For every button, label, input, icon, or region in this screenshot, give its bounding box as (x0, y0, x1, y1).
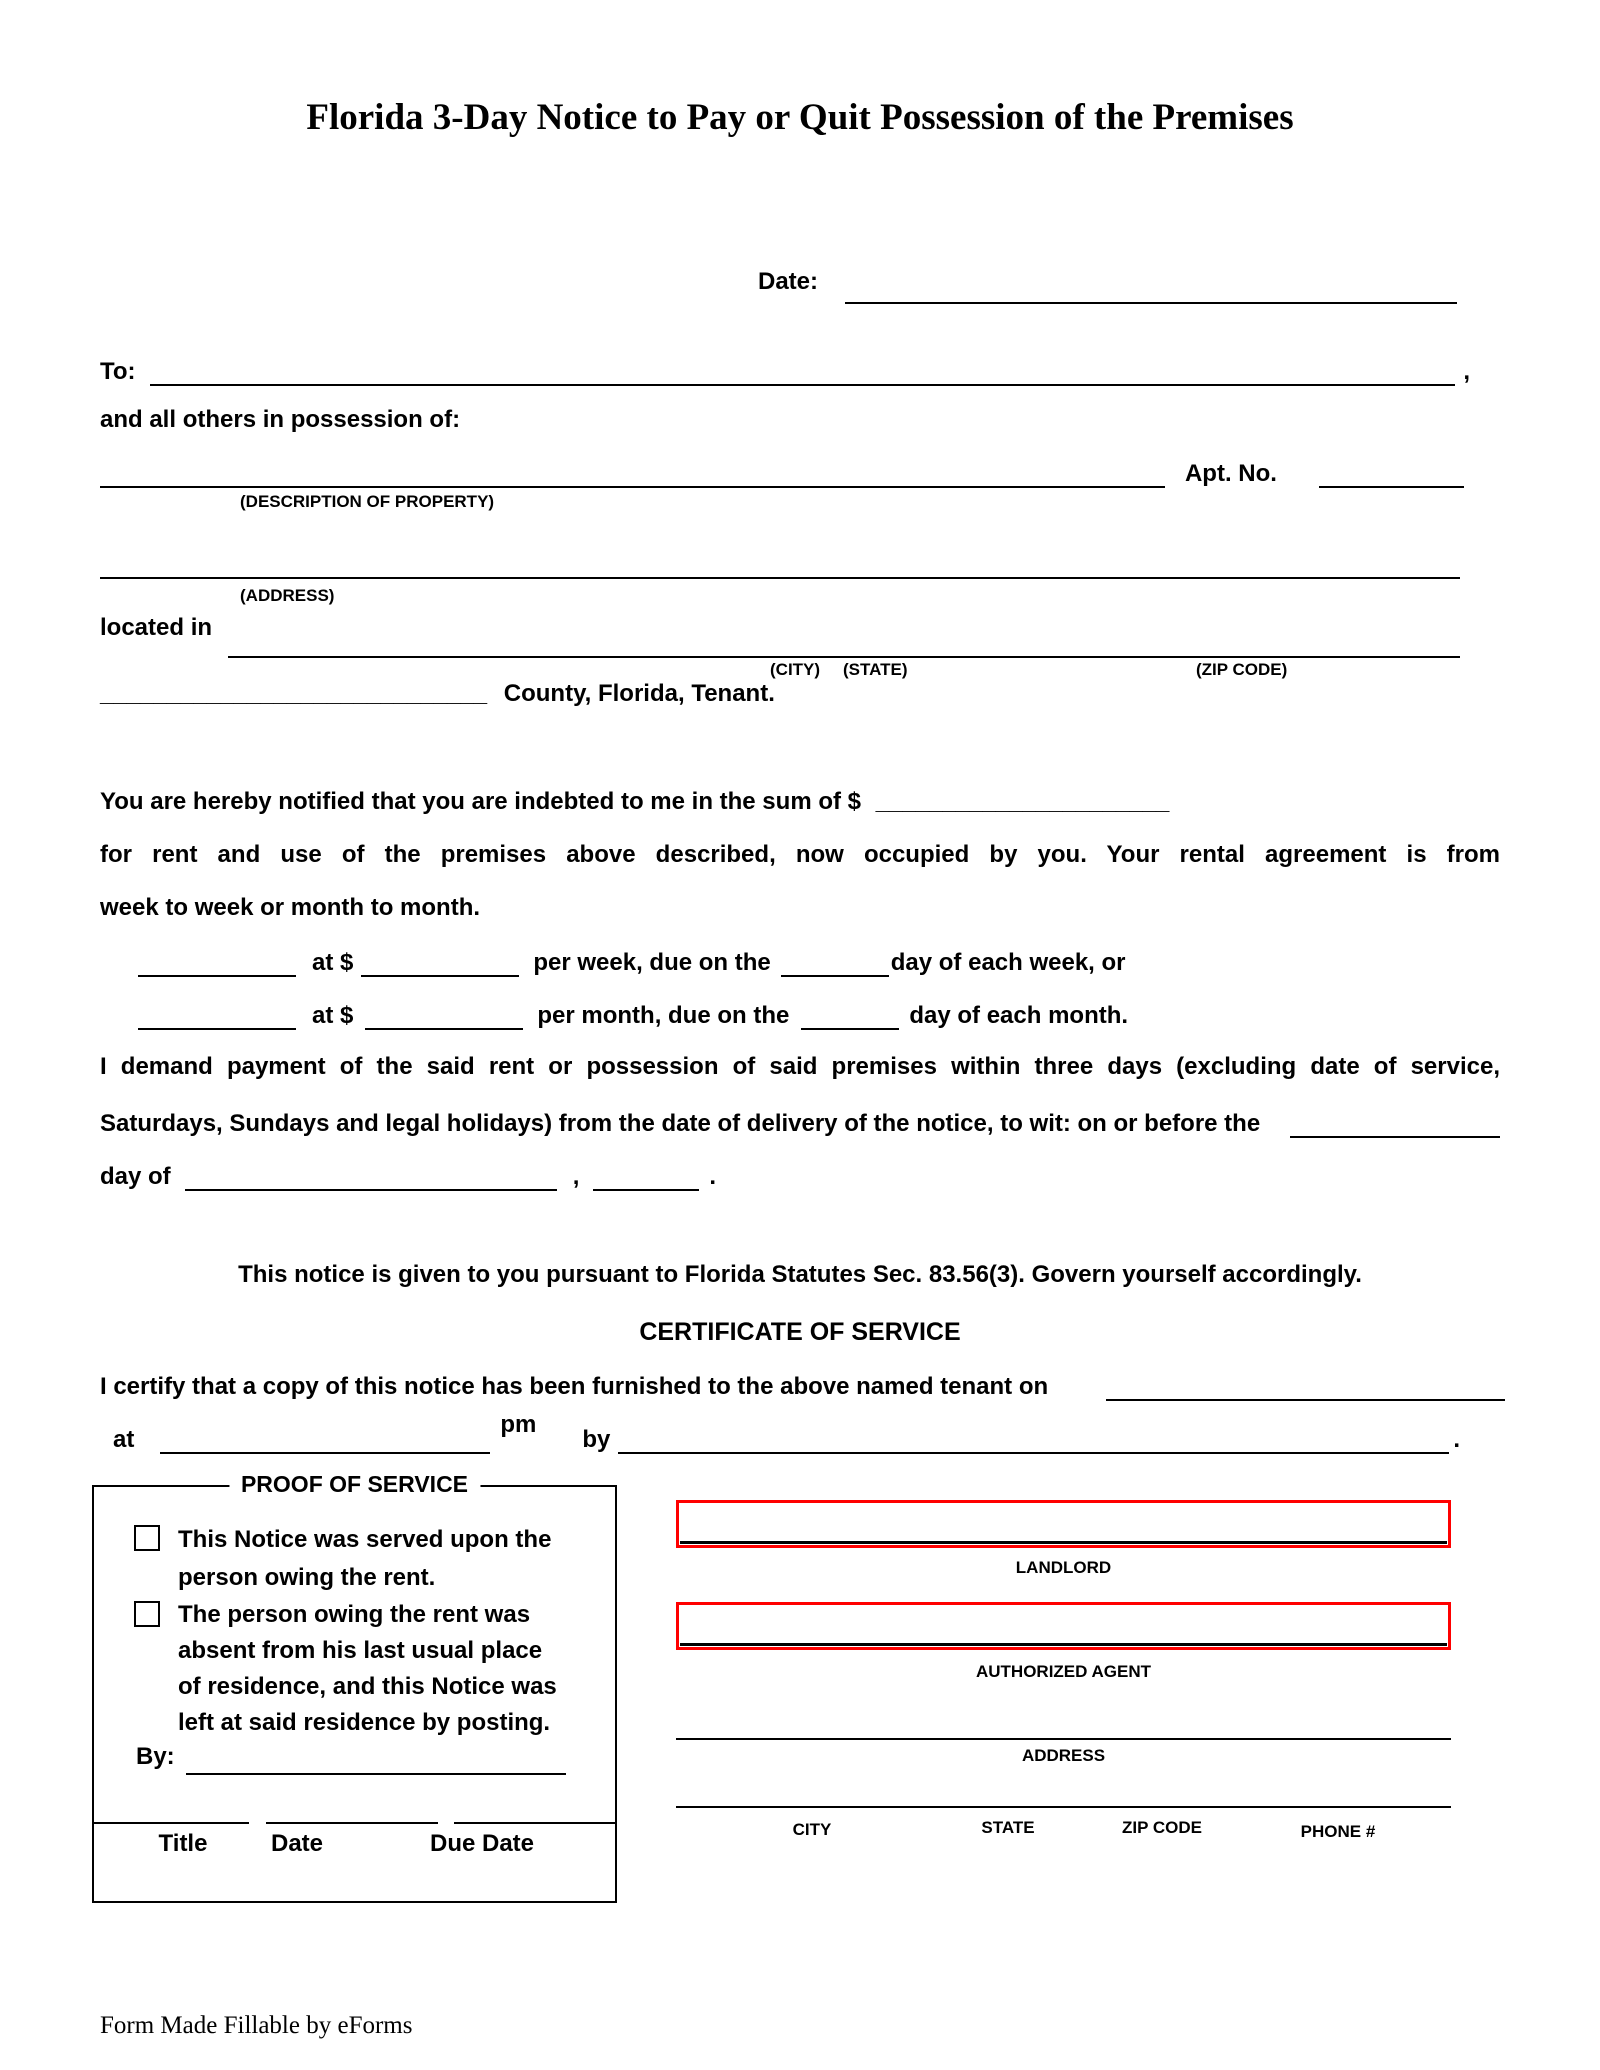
due-date-signature-line[interactable] (454, 1822, 615, 1824)
landlord-signature-line (680, 1541, 1447, 1544)
apt-no-label: Apt. No. (1184, 460, 1277, 487)
landlord-label: LANDLORD (1015, 1558, 1112, 1577)
title-signature-line[interactable] (94, 1822, 249, 1824)
county-field[interactable]: _____________________________ (100, 680, 488, 707)
footer-credit: Form Made Fillable by eForms (100, 2012, 413, 2039)
served-option-line: This Notice was served upon the (178, 1526, 552, 1553)
demand-month-field[interactable] (185, 1159, 557, 1191)
located-in-label: located in (100, 614, 213, 641)
to-label: To: (100, 358, 136, 385)
county-suffix: County, Florida, Tenant. (503, 680, 775, 707)
week-rate-period-field[interactable] (138, 945, 296, 977)
by-label: by (582, 1426, 611, 1453)
week-amount-field[interactable] (361, 945, 519, 977)
month-at-label: at $ (312, 1002, 354, 1029)
address-field[interactable] (100, 543, 1460, 579)
possession-line: and all others in possession of: (100, 406, 461, 433)
demand-year-field[interactable] (593, 1159, 699, 1191)
served-by-field[interactable] (618, 1422, 1449, 1454)
month-per-label: per month, due on the (537, 1002, 790, 1029)
page-title: Florida 3-Day Notice to Pay or Quit Possession of the Premises (306, 97, 1294, 138)
city-state-zip-field[interactable] (228, 624, 1460, 658)
body-line-2: week to week or month to month. (100, 894, 481, 921)
demand-period: . (709, 1163, 717, 1190)
date-field[interactable] (845, 272, 1457, 304)
demand-line-2: Saturdays, Sundays and legal holidays) from the date of delivery of the notice, to wit: on or before the (100, 1110, 1261, 1137)
week-day-label: day of each week, or (890, 949, 1126, 976)
landlord-signature-field[interactable] (676, 1500, 1451, 1548)
zip-code-label: ZIP CODE (1122, 1818, 1202, 1837)
due-date-column-label: Due Date (429, 1830, 535, 1857)
date-column-label: Date (270, 1830, 324, 1857)
title-column-label: Title (158, 1830, 208, 1857)
date-signature-line[interactable] (266, 1822, 438, 1824)
to-field[interactable] (150, 352, 1456, 386)
demand-comma: , (572, 1163, 580, 1190)
month-day-field[interactable] (801, 998, 899, 1030)
address-label: ADDRESS (1021, 1746, 1106, 1765)
sum-field[interactable]: ______________________ (875, 788, 1170, 815)
state-caption: (STATE) (843, 660, 908, 679)
proof-by-label: By: (136, 1743, 175, 1770)
pm-label: pm (500, 1411, 537, 1438)
city-label: CITY (792, 1820, 832, 1839)
description-caption: (DESCRIPTION OF PROPERTY) (240, 492, 495, 511)
week-at-label: at $ (312, 949, 354, 976)
demand-line-1: I demand payment of the said rent or possession of said premises within three days (excluding date of service, (100, 1053, 1500, 1080)
city-caption: (CITY) (770, 660, 821, 679)
posted-option-line: The person owing the rent was (178, 1601, 531, 1628)
sum-prefix: You are hereby notified that you are indebted to me in the sum of $ (100, 788, 861, 815)
served-time-field[interactable] (160, 1422, 490, 1454)
posted-notice-checkbox[interactable] (134, 1601, 160, 1627)
to-comma: , (1463, 358, 1470, 385)
apt-no-field[interactable] (1319, 452, 1464, 488)
agent-signature-line (680, 1643, 1447, 1646)
proof-by-field[interactable] (186, 1745, 566, 1775)
posted-option-line: absent from his last usual place (178, 1637, 543, 1664)
served-in-person-checkbox[interactable] (134, 1525, 160, 1551)
date-label: Date: (758, 268, 819, 295)
authorized-agent-label: AUTHORIZED AGENT (975, 1662, 1152, 1681)
zip-caption: (ZIP CODE) (1196, 660, 1288, 679)
city-state-zip-phone-field[interactable] (676, 1806, 1451, 1808)
address-caption: (ADDRESS) (240, 586, 335, 605)
certify-line: I certify that a copy of this notice has been furnished to the above named tenant on (100, 1373, 1049, 1400)
landlord-address-field[interactable] (676, 1738, 1451, 1740)
phone-label: PHONE # (1300, 1822, 1376, 1841)
authorized-agent-signature-field[interactable] (676, 1602, 1451, 1650)
posted-option-line: left at said residence by posting. (178, 1709, 551, 1736)
before-day-field[interactable] (1290, 1106, 1500, 1138)
proof-of-service-box (92, 1471, 617, 1903)
month-amount-field[interactable] (365, 998, 523, 1030)
certificate-heading: CERTIFICATE OF SERVICE (639, 1318, 961, 1346)
at-label: at (113, 1426, 135, 1453)
week-per-label: per week, due on the (533, 949, 771, 976)
month-day-label: day of each month. (909, 1002, 1129, 1029)
month-rate-period-field[interactable] (138, 998, 296, 1030)
pursuant-line: This notice is given to you pursuant to Florida Statutes Sec. 83.56(3). Govern yourself accordingly. (238, 1261, 1362, 1288)
served-date-field[interactable] (1106, 1369, 1505, 1401)
week-day-field[interactable] (781, 945, 889, 977)
property-description-field[interactable] (100, 452, 1165, 488)
demand-day-of-label: day of (100, 1163, 171, 1190)
body-line-1: for rent and use of the premises above described, now occupied by you. Your rental agreement is from (100, 841, 1500, 868)
served-option-line: person owing the rent. (178, 1564, 436, 1591)
signature-column (676, 1470, 1451, 1890)
state-label: STATE (981, 1818, 1035, 1837)
served-period: . (1453, 1426, 1460, 1453)
proof-of-service-legend: PROOF OF SERVICE (229, 1471, 480, 1498)
posted-option-line: of residence, and this Notice was (178, 1673, 557, 1700)
